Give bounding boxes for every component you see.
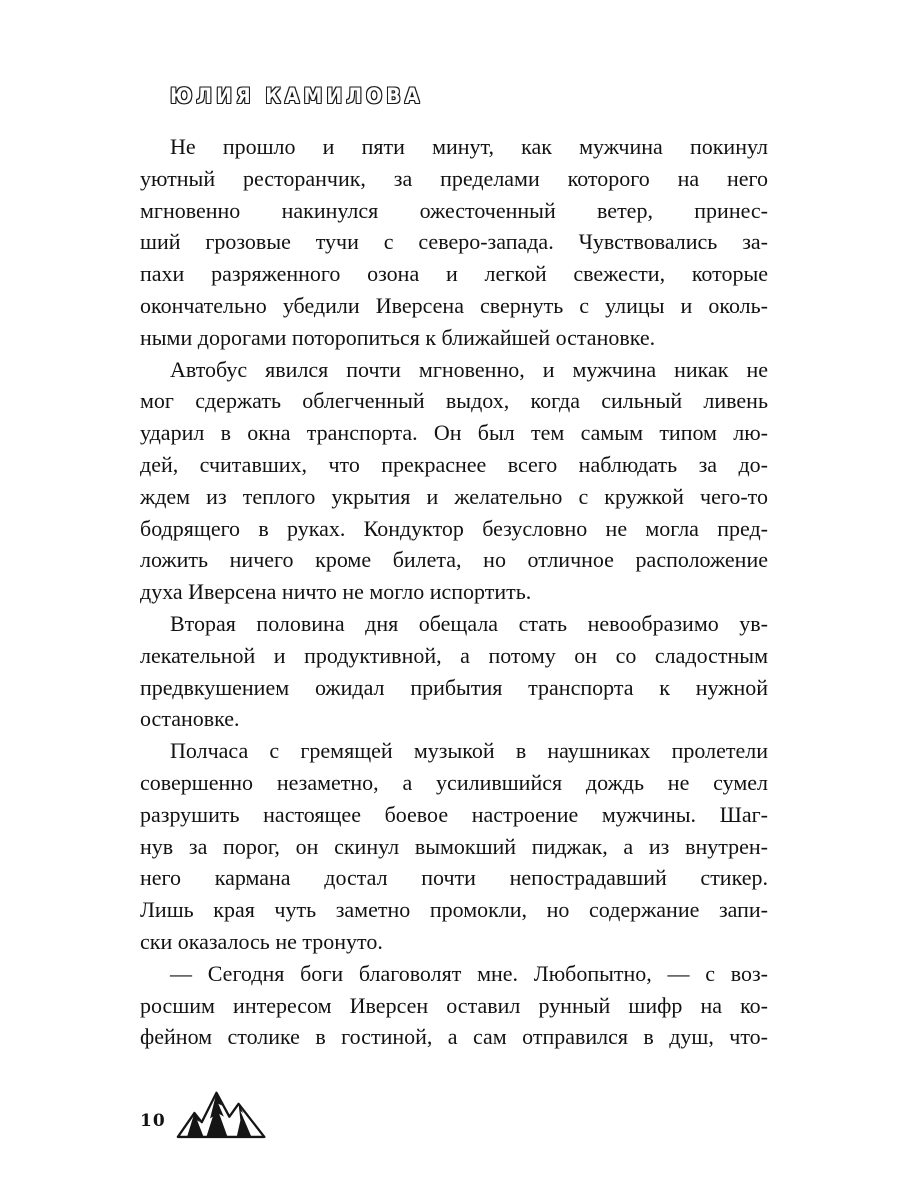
text-line: совершенно незаметно, а усилившийся дождь не сумел	[140, 769, 768, 795]
text-line: нув за порог, он скинул вымокший пиджак, а из внутрен-	[140, 833, 768, 859]
text-line: — Сегодня боги благоволят мне. Любопытно, — с воз-	[170, 960, 768, 986]
text-line: Вторая половина дня обещала стать невообразимо ув-	[170, 610, 768, 636]
text-line: ждем из теплого укрытия и желательно с кружкой чего-то	[140, 483, 768, 509]
text-line: росшим интересом Иверсен оставил рунный шифр на ко-	[140, 992, 768, 1018]
text-line: ными дорогами поторопиться к ближайшей остановке.	[140, 324, 656, 350]
paragraph	[140, 608, 768, 735]
text-line: Автобус явился почти мгновенно, и мужчина никак не	[170, 356, 768, 382]
paragraph	[140, 958, 768, 1053]
mountains-icon	[176, 1085, 268, 1141]
text-line: фейном столике в гостиной, а сам отправился в душ, что-	[140, 1024, 768, 1050]
text-line: остановке.	[140, 706, 240, 732]
text-line: Не прошло и пяти минут, как мужчина покинул	[170, 134, 768, 159]
text-line: лекательной и продуктивной, а потому он со сладостным	[140, 642, 768, 668]
text-line: Полчаса с гремящей музыкой в наушниках пролетели	[170, 738, 768, 764]
page-number: 10	[140, 1111, 166, 1131]
text-line: предвкушением ожидал прибытия транспорта к нужной	[140, 674, 768, 700]
paragraph	[140, 735, 768, 958]
text-line: разрушить настоящее боевое настроение мужчины. Шаг-	[140, 801, 768, 827]
text-line: дей, считавших, что прекраснее всего наблюдать за до-	[140, 451, 768, 477]
text-line: бодрящего в руках. Кондуктор безусловно не могла пред-	[140, 515, 768, 541]
paragraph	[140, 354, 768, 608]
text-line: мгновенно накинулся ожесточенный ветер, принес-	[140, 197, 768, 223]
author-logo: ЮЛИЯ КАМИЛОВА	[170, 84, 424, 109]
text-line: ший грозовые тучи с северо-запада. Чувствовались за-	[140, 229, 768, 255]
text-line: Лишь края чуть заметно промокли, но содержание запи-	[140, 897, 768, 923]
text-line: ударил в окна транспорта. Он был тем самым типом лю-	[140, 420, 768, 446]
text-block	[140, 131, 768, 1053]
text-line: духа Иверсена ничто не могло испортить.	[140, 579, 532, 605]
page-footer	[140, 1085, 268, 1141]
text-line: него кармана достал почти непострадавший стикер.	[140, 865, 768, 891]
text-line: ложить ничего кроме билета, но отличное расположение	[140, 547, 768, 573]
text-line: ски оказалось не тронуто.	[140, 928, 383, 954]
text-line: окончательно убедили Иверсена свернуть с улицы и околь-	[140, 292, 768, 318]
text-line: пахи разряженного озона и легкой свежести, которые	[140, 261, 768, 287]
text-line: мог сдержать облегченный выдох, когда сильный ливень	[140, 388, 768, 414]
text-line: уютный ресторанчик, за пределами которого на него	[140, 165, 768, 191]
paragraph	[140, 131, 768, 354]
